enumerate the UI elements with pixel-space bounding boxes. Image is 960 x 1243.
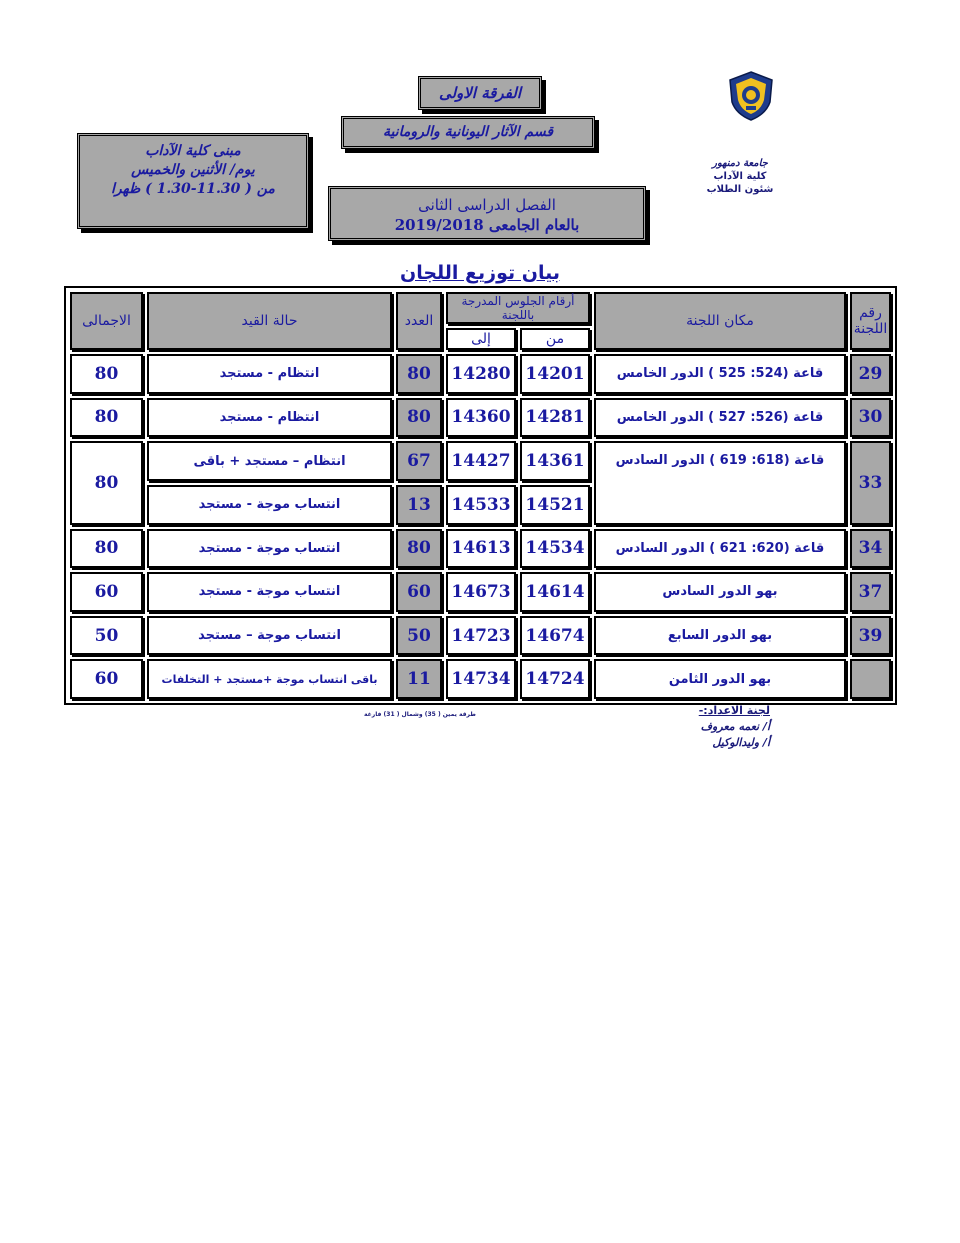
year-level: الفرقة الاولى: [438, 84, 522, 102]
university-name: جامعة دمنهور: [712, 158, 768, 169]
committee-no: 29: [850, 354, 891, 394]
location: قاعة (618: 619 ) الدور السادس: [594, 441, 846, 524]
seat-from: 14614: [520, 572, 590, 612]
location: قاعة (524: 525 ) الدور الخامس: [594, 354, 846, 394]
count: 11: [396, 659, 442, 699]
location: قاعة (526: 527 ) الدور الخامس: [594, 398, 846, 438]
seat-to: 14723: [446, 616, 516, 656]
empty-corridor-note: طرقة يمين ( 35) وشمال ( 31) فارغة: [364, 711, 476, 718]
committee-no: 39: [850, 616, 891, 656]
document-title: بيان توزيع اللجان: [399, 262, 560, 284]
student-affairs: شئون الطلاب: [706, 184, 774, 195]
seat-from: 14674: [520, 616, 590, 656]
semester: الفصل الدراسى الثانى: [418, 196, 556, 214]
department-name: قسم الآثار اليونانية والرومانية: [382, 124, 554, 140]
header-seat-numbers: أرقام الجلوس المدرجة باللجنة: [446, 292, 590, 324]
seat-from: 14281: [520, 398, 590, 438]
table-row: [70, 354, 891, 394]
academic-year: بالعام الجامعى 2019/2018: [394, 216, 580, 234]
seat-to: 14360: [446, 398, 516, 438]
prep-name-2: أ/ وليدالوكيل: [712, 736, 770, 749]
count: 80: [396, 529, 442, 569]
university-crest-icon: [726, 70, 776, 122]
status: انتساب موجة – مستجد: [147, 616, 392, 656]
committee-no: [850, 659, 891, 699]
year-level-box: [418, 76, 542, 110]
committee-distribution-table: [64, 286, 897, 705]
seat-from: 14521: [520, 485, 590, 525]
table-row: [70, 441, 891, 481]
location: بهو الدور السابع: [594, 616, 846, 656]
status: انتساب موجة - مستجد: [147, 572, 392, 612]
seat-from: 14361: [520, 441, 590, 481]
location: بهو الدور السادس: [594, 572, 846, 612]
header-to: إلى: [446, 328, 516, 350]
venue-line-1: مبنى كلية الآداب: [145, 143, 241, 159]
table-row: [70, 529, 891, 569]
seat-from: 14201: [520, 354, 590, 394]
header-location: مكان اللجنة: [594, 292, 846, 350]
status: انتظام - مستجد: [147, 354, 392, 394]
total: 80: [70, 441, 143, 524]
count: 50: [396, 616, 442, 656]
header-from: من: [520, 328, 590, 350]
status: انتظام - مستجد: [147, 398, 392, 438]
seat-to: 14280: [446, 354, 516, 394]
count: 67: [396, 441, 442, 481]
seat-to: 14427: [446, 441, 516, 481]
prep-title: لجنة الاعداد:-: [698, 704, 770, 717]
total: 80: [70, 398, 143, 438]
committee-no: 34: [850, 529, 891, 569]
seat-to: 14734: [446, 659, 516, 699]
faculty-name: كلية الآداب: [713, 171, 767, 182]
seat-to: 14613: [446, 529, 516, 569]
committee-no: 33: [850, 441, 891, 524]
committee-no: 37: [850, 572, 891, 612]
table-row: [70, 659, 891, 699]
venue-line-3: من ( 11.30-1.30 ) ظهرا: [111, 181, 275, 197]
committee-no: 30: [850, 398, 891, 438]
location: قاعة (620: 621 ) الدور السادس: [594, 529, 846, 569]
status: انتساب موجة - مستجد: [147, 485, 392, 525]
total: 80: [70, 354, 143, 394]
total: 80: [70, 529, 143, 569]
status: انتظام – مستجد + باقى: [147, 441, 392, 481]
table-row: [70, 572, 891, 612]
seat-to: 14673: [446, 572, 516, 612]
total: 60: [70, 659, 143, 699]
department-box: [341, 116, 595, 149]
table-row: [70, 398, 891, 438]
count: 80: [396, 398, 442, 438]
count: 60: [396, 572, 442, 612]
total: 50: [70, 616, 143, 656]
table-row: [70, 616, 891, 656]
preparation-committee: [640, 703, 770, 751]
location: بهو الدور الثامن: [594, 659, 846, 699]
seat-from: 14724: [520, 659, 590, 699]
count: 13: [396, 485, 442, 525]
header-status: حالة القيد: [147, 292, 392, 350]
status: باقى انتساب موجة +مستجد + التخلفات: [147, 659, 392, 699]
header-count: العدد: [396, 292, 442, 350]
university-block: [690, 157, 790, 196]
semester-box: [328, 186, 646, 241]
seat-to: 14533: [446, 485, 516, 525]
venue-box: [77, 133, 309, 229]
header-committee-no: رقم اللجنة: [850, 292, 891, 350]
prep-name-1: أ/ نعمه معروف: [700, 720, 770, 733]
header-total: الاجمالى: [70, 292, 143, 350]
seat-from: 14534: [520, 529, 590, 569]
count: 80: [396, 354, 442, 394]
total: 60: [70, 572, 143, 612]
status: انتساب موجة - مستجد: [147, 529, 392, 569]
venue-line-2: يوم/ الأثنين والخميس: [131, 162, 255, 178]
